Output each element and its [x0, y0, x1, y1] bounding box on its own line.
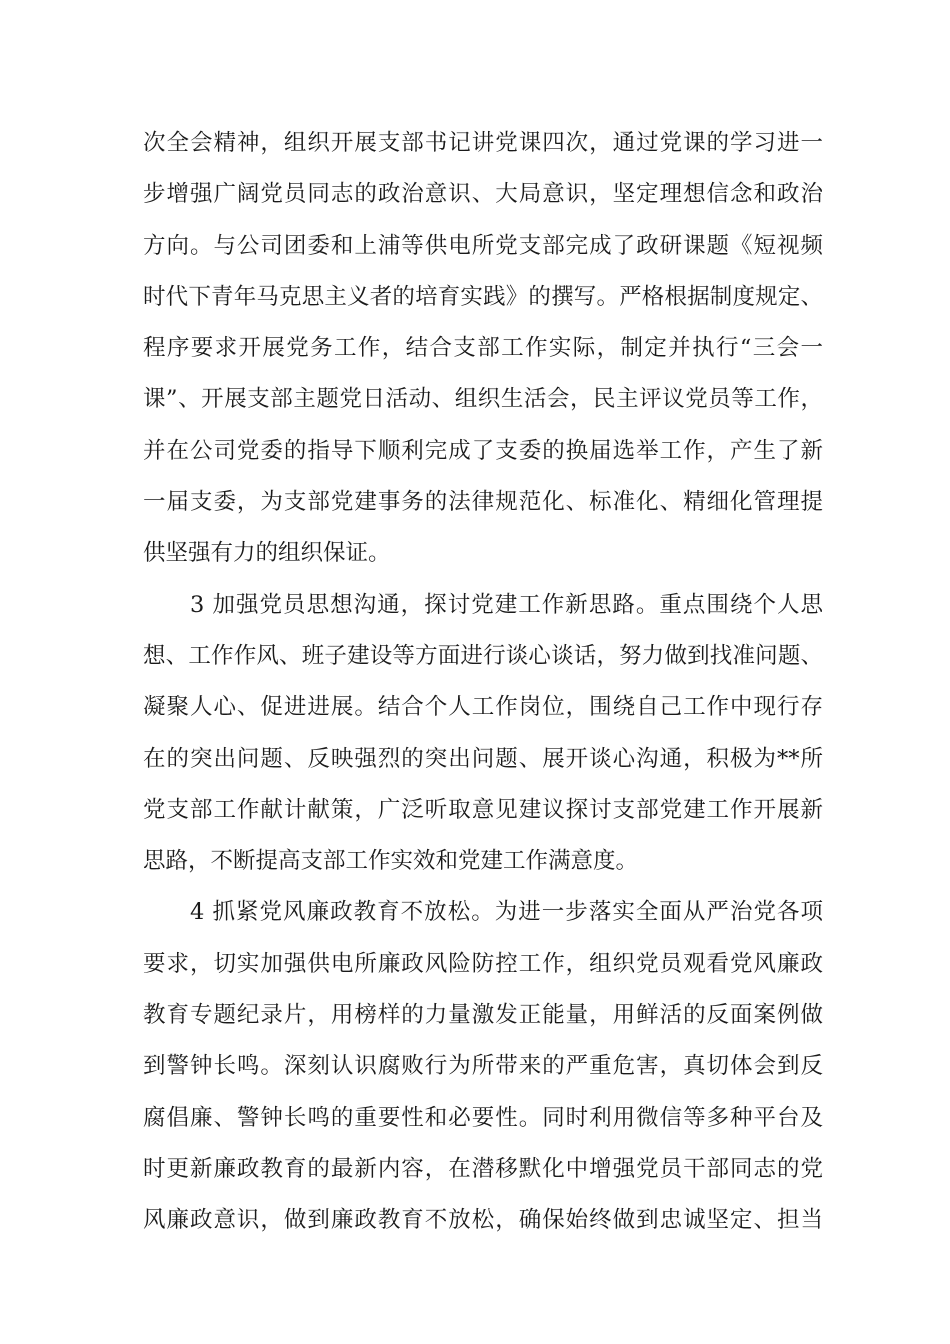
text-line: 4 抓紧党风廉政教育不放松。为进一步落实全面从严治党各项 [190, 899, 823, 926]
text-line: 在的突出问题、反映强烈的突出问题、展开谈心沟通，积极为**所 [143, 745, 823, 772]
text-line: 时更新廉政教育的最新内容，在潜移默化中增强党员干部同志的党 [143, 1155, 823, 1182]
text-line: 要求，切实加强供电所廉政风险防控工作，组织党员观看党风廉政 [143, 950, 823, 977]
text-line: 供坚强有力的组织保证。 [143, 540, 391, 567]
text-line: 思路，不断提高支部工作实效和党建工作满意度。 [143, 848, 639, 875]
text-line: 到警钟长鸣。深刻认识腐败行为所带来的严重危害，真切体会到反 [143, 1053, 823, 1080]
text-line: 步增强广阔党员同志的政治意识、大局意识，坚定理想信念和政治 [143, 181, 823, 208]
text-line: 凝聚人心、促进进展。结合个人工作岗位，围绕自己工作中现行存 [143, 694, 823, 721]
text-line: 课”、开展支部主题党日活动、组织生活会，民主评议党员等工作， [143, 386, 823, 413]
text-line: 腐倡廉、警钟长鸣的重要性和必要性。同时利用微信等多种平台及 [143, 1104, 823, 1131]
document-body [143, 118, 823, 1247]
text-line: 风廉政意识，做到廉政教育不放松，确保始终做到忠诚坚定、担当 [143, 1207, 823, 1234]
text-line: 并在公司党委的指导下顺利完成了支委的换届选举工作，产生了新 [143, 437, 823, 464]
text-line: 时代下青年马克思主义者的培育实践》的撰写。严格根据制度规定、 [143, 283, 823, 310]
text-line: 教育专题纪录片，用榜样的力量激发正能量，用鲜活的反面案例做 [143, 1002, 823, 1029]
text-line: 次全会精神，组织开展支部书记讲党课四次，通过党课的学习进一 [143, 130, 823, 156]
text-line: 方向。与公司团委和上浦等供电所党支部完成了政研课题《短视频 [143, 232, 823, 259]
text-line: 想、工作作风、班子建设等方面进行谈心谈话，努力做到找准问题、 [143, 642, 823, 669]
text-line: 程序要求开展党务工作，结合支部工作实际，制定并执行“三会一 [143, 335, 823, 362]
text-line: 党支部工作献计献策，广泛听取意见建议探讨支部党建工作开展新 [143, 796, 823, 823]
text-line: 一届支委，为支部党建事务的法律规范化、标准化、精细化管理提 [143, 489, 823, 516]
text-line: 3 加强党员思想沟通，探讨党建工作新思路。重点围绕个人思 [190, 591, 823, 618]
